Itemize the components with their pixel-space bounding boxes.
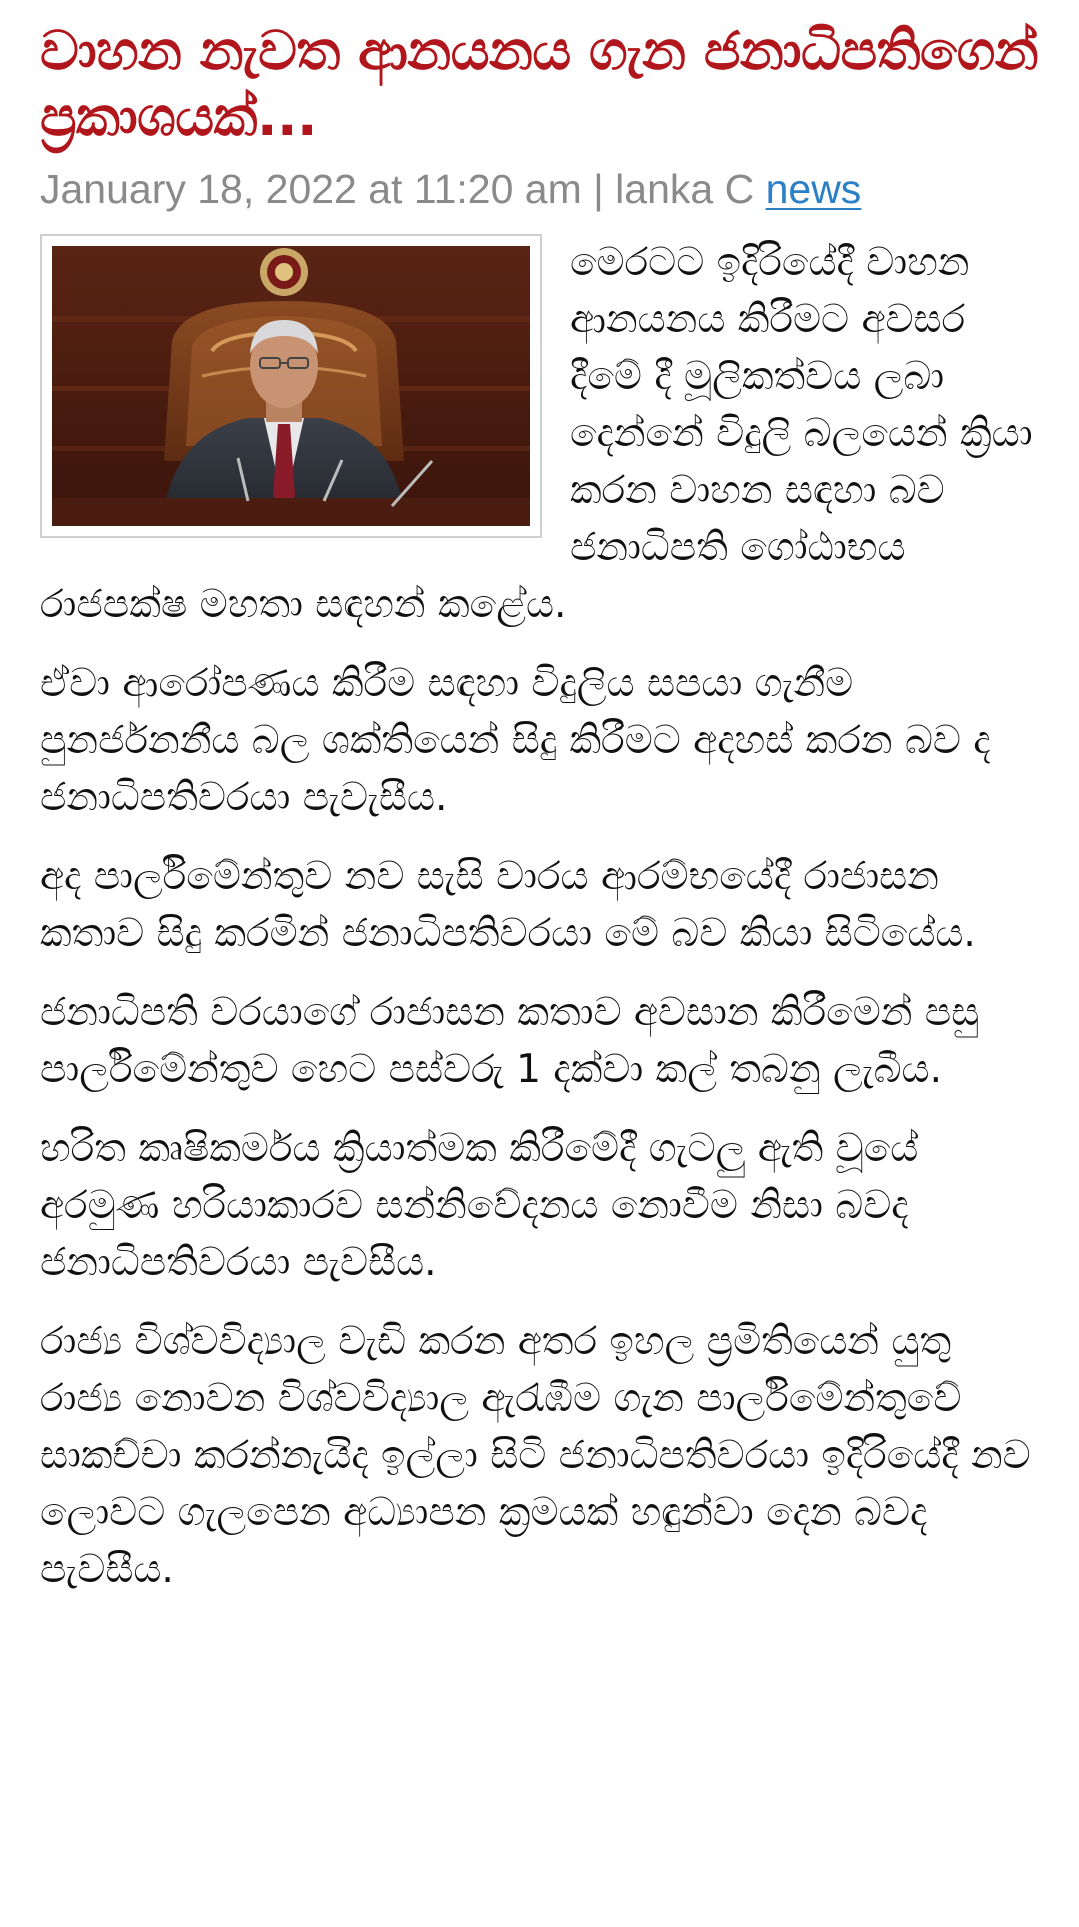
paragraph: රාජ්‍ය විශ්වවිද්‍යාල වැඩි කරන අතර ඉහල ප්‍රමිතියෙන් යුතු රාජ්‍ය නොවන විශ්වවිද්‍යාල ඇරැඹීම ගැන පාර්ලිමේන්තුවේ සාකච්චා කරන්නැයිද ඉල්ලා සිටි ජනාධිපතිවරයා ඉදිරියේදී නව ලොවට ගැලපෙන අධ්‍යාපන ක්‍රමයක් හඳුන්වා දෙන බවද පැවසීය. [40, 1319, 1031, 1592]
paragraph: මෙරටට ඉදිරියේදී වාහන ආනයනය කිරීමට අවසර දීමේ දී මූලිකත්වය ලබා දෙන්නේ විදුලි බලයෙන් ක්‍රියා කරන වාහන සඳහා බව ජනාධිපති ගෝඨාභය රාජපක්ෂ මහතා සඳහන් කළේය. [40, 240, 1033, 627]
article-meta [40, 164, 1040, 214]
meta-separator: | [581, 166, 616, 212]
article-title: වාහන නැවත ආනයනය ගැන ජනාධිපතිගෙන් ප්‍රකාශයක්... [40, 19, 1039, 148]
president-photo-image [52, 246, 530, 526]
paragraph: අද පාර්ලිමේන්තුව නව සැසි වාරය ආරම්භයේදී රාජාසන කතාව සිදු කරමින් ජනාධිපතිවරයා මේ බව කියා සිටියේය. [40, 854, 976, 956]
article-body [40, 234, 1040, 1598]
paragraph: ඒවා ආරෝපණය කිරීම සඳහා විදුලිය සපයා ගැනීම පුනර්ජනනීය බල ශක්තියෙන් සිදු කිරීමට අදහස් කරන බව ද ජනාධිපතිවරයා පැවැසීය. [40, 661, 991, 820]
paragraph: හරිත කෘෂිකර්මය ක්‍රියාත්මක කිරීමේදී ගැටලු ඇති වූයේ අරමුණ හරියාකාරව සන්නිවේදනය නොවීම නිසා බවද ජනාධිපතිවරයා පැවසීය. [40, 1126, 919, 1285]
post-date: January 18, 2022 at 11:20 am [40, 166, 582, 212]
featured-image [40, 234, 542, 538]
paragraph: ජනාධිපති වරයාගේ රාජාසන කතාව අවසාන කිරීමෙන් පසු පාර්ලිමේන්තුව හෙට පස්වරු 1 දක්වා කල් තබනු ලැබීය. [40, 990, 980, 1092]
category-link[interactable]: news [765, 166, 862, 212]
post-author: lanka C [615, 166, 755, 212]
article [40, 18, 1040, 1620]
